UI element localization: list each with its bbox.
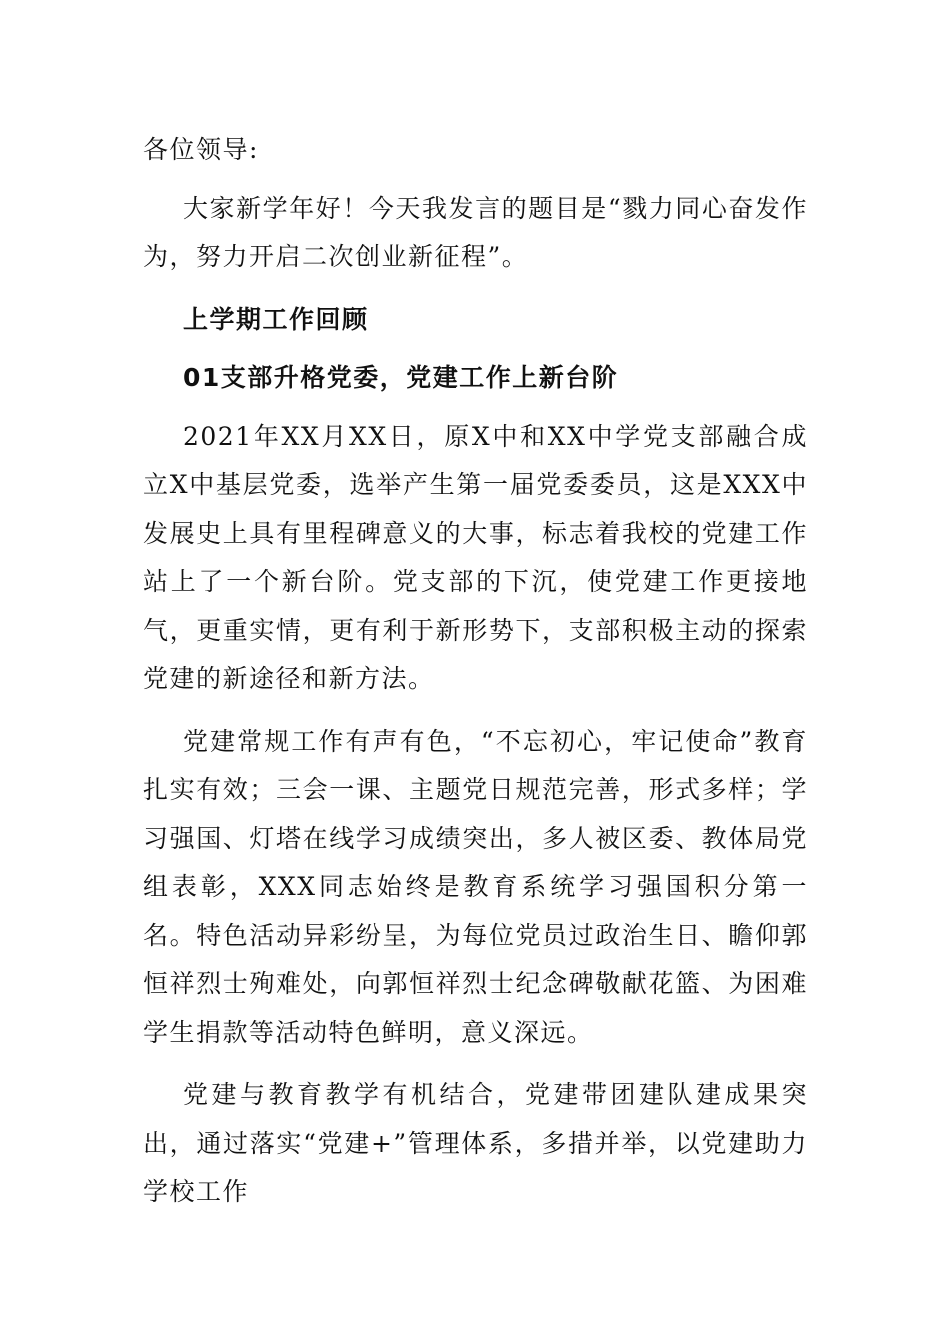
body-paragraph-3: 党建与教育教学有机结合，党建带团建队建成果突出，通过落实“党建+”管理体系，多措并举，以党建助力学校工作 xyxy=(143,1080,808,1206)
subsection-title: 01支部升格党委，党建工作上新台阶 xyxy=(183,363,619,392)
opening-paragraph: 大家新学年好！今天我发言的题目是“戮力同心奋发作为，努力开启二次创业新征程”。 xyxy=(143,193,808,271)
body-paragraph-1: 2021年XX月XX日，原X中和XX中学党支部融合成立X中基层党委，选举产生第一届党委委员，这是XXX中发展史上具有里程碑意义的大事，标志着我校的党建工作站上了一个新台阶。党支部的下沉，使党建工作更接地气，更重实情，更有利于新形势下，支部积极主动的探索党建的新途径和新方法。 xyxy=(143,421,808,693)
body-paragraph-2: 党建常规工作有声有色，“不忘初心，牢记使命”教育扎实有效；三会一课、主题党日规范完善，形式多样；学习强国、灯塔在线学习成绩突出，多人被区委、教体局党组表彰，XXX同志始终是教育系统学习强国积分第一名。特色活动异彩纷呈，为每位党员过政治生日、瞻仰郭恒祥烈士殉难处，向郭恒祥烈士纪念碑敬献花篮、为困难学生捐款等活动特色鲜明，意义深远。 xyxy=(143,726,808,1047)
salutation: 各位领导: xyxy=(143,135,259,164)
section-title: 上学期工作回顾 xyxy=(183,304,369,334)
document-body xyxy=(143,126,808,1231)
